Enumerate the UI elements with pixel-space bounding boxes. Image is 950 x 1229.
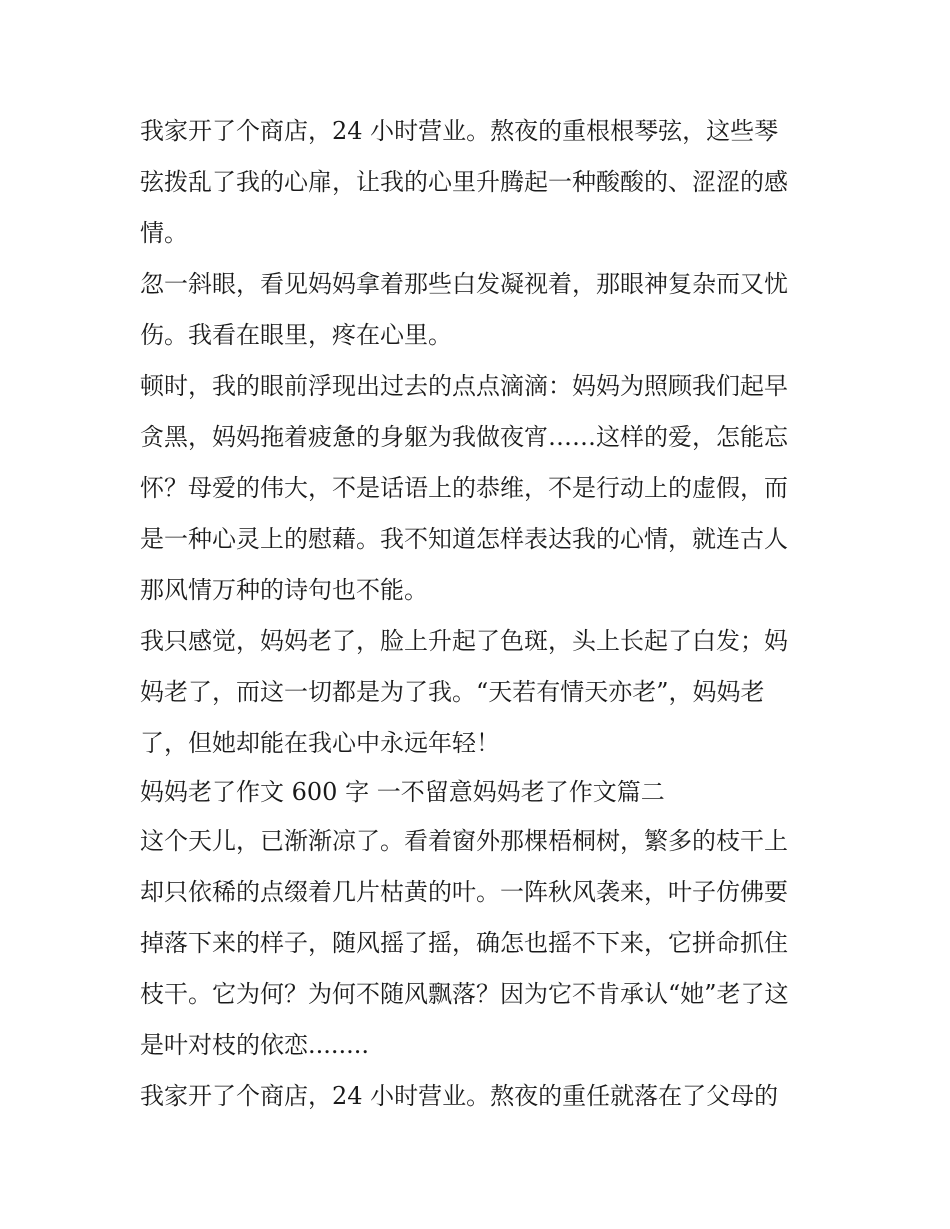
text-line: 却只依稀的点缀着几片枯黄的叶。一阵秋风袭来，叶子仿佛要 — [140, 878, 788, 906]
paragraph-4 — [140, 616, 820, 769]
document-body — [140, 106, 820, 1122]
text-line: 我家开了个商店，24 小时营业。熬夜的重任就落在了父母的 — [140, 1082, 779, 1110]
text-line: 忽一斜眼，看见妈妈拿着那些白发凝视着，那眼神复杂而又忧 — [140, 270, 788, 298]
heading-text: 妈妈老了作文 600 字 一不留意妈妈老了作文篇二 — [140, 778, 665, 806]
section-heading — [140, 769, 820, 816]
text-line: 是一种心灵上的慰藉。我不知道怎样表达我的心情，就连古人 — [140, 525, 788, 553]
text-line: 这个天儿，已渐渐凉了。看着窗外那棵梧桐树，繁多的枝干上 — [140, 827, 788, 855]
paragraph-2 — [140, 259, 820, 361]
text-line: 妈老了，而这一切都是为了我。“天若有情天亦老”，妈妈老 — [140, 678, 765, 706]
text-line: 怀？母爱的伟大，不是话语上的恭维，不是行动上的虚假，而 — [140, 474, 788, 502]
paragraph-6 — [140, 1071, 820, 1122]
text-line: 掉落下来的样子，随风摇了摇，确怎也摇不下来，它拼命抓住 — [140, 929, 788, 957]
text-line: 伤。我看在眼里，疼在心里。 — [140, 321, 452, 349]
paragraph-3 — [140, 361, 820, 616]
text-line: 我只感觉，妈妈老了，脸上升起了色斑，头上长起了白发；妈 — [140, 627, 788, 655]
text-line: 顿时，我的眼前浮现出过去的点点滴滴：妈妈为照顾我们起早 — [140, 372, 788, 400]
text-line: 情。 — [140, 219, 188, 247]
text-line: 弦拨乱了我的心扉，让我的心里升腾起一种酸酸的、涩涩的感 — [140, 168, 788, 196]
text-line: 我家开了个商店，24 小时营业。熬夜的重根根琴弦，这些琴 — [140, 117, 779, 145]
text-line: 了，但她却能在我心中永远年轻！ — [140, 729, 500, 757]
paragraph-5 — [140, 816, 820, 1071]
text-line: 是叶对枝的依恋........ — [140, 1031, 370, 1059]
text-line: 枝干。它为何？为何不随风飘落？因为它不肯承认“她”老了这 — [140, 980, 789, 1008]
text-line: 那风情万种的诗句也不能。 — [140, 576, 428, 604]
text-line: 贪黑，妈妈拖着疲惫的身躯为我做夜宵……这样的爱，怎能忘 — [140, 423, 788, 451]
paragraph-1 — [140, 106, 820, 259]
